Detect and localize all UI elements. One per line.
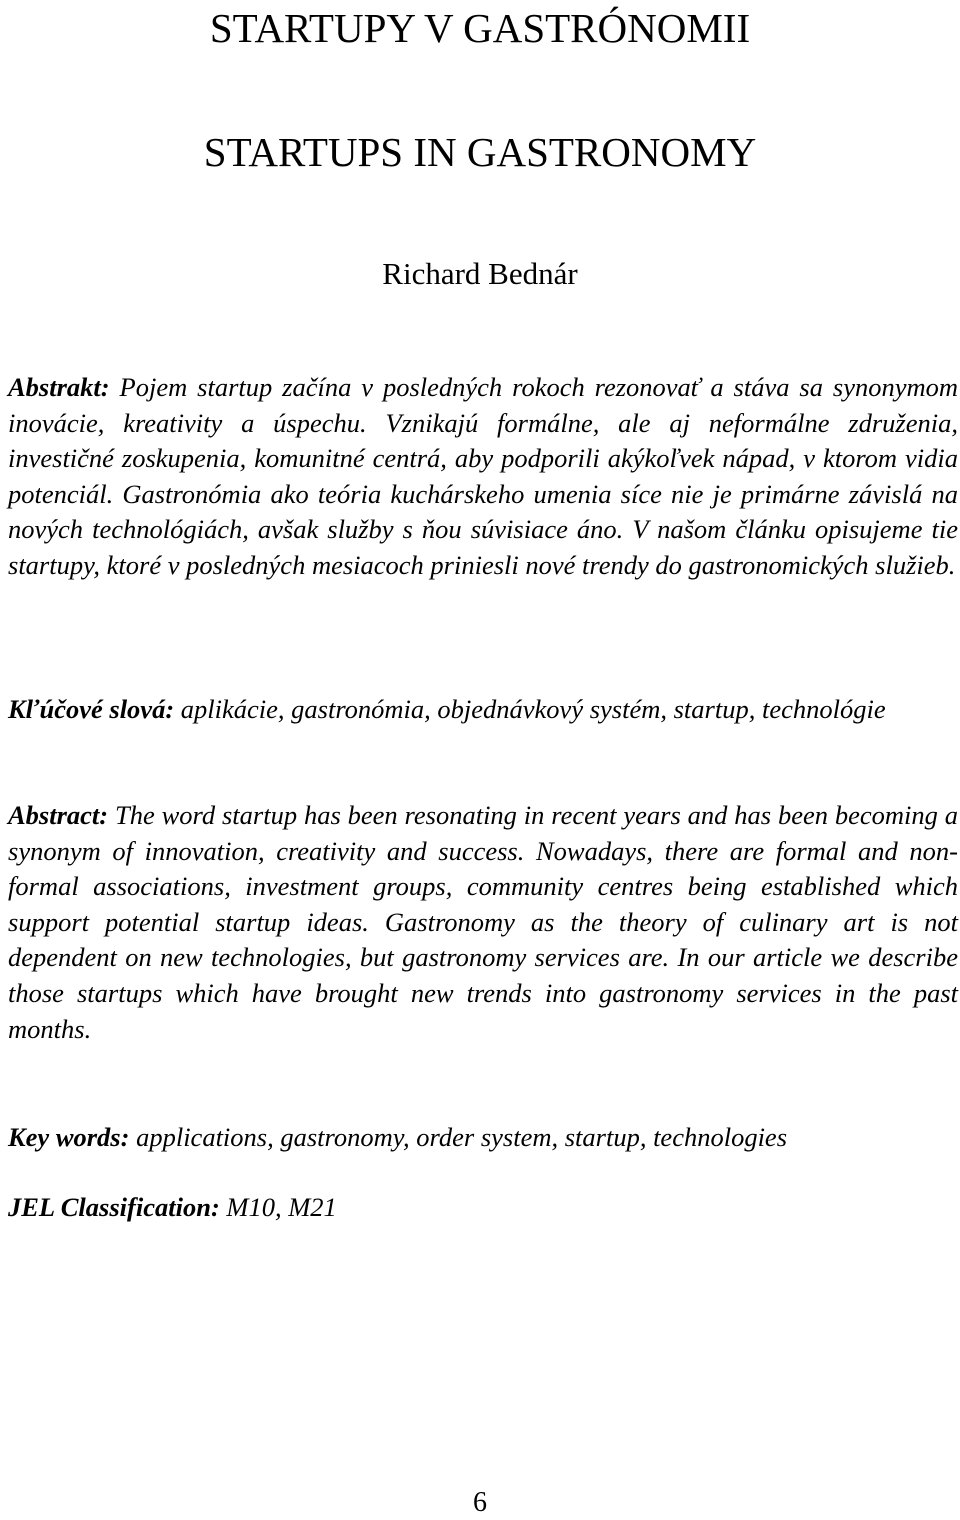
- keywords-english-label: Key words:: [8, 1122, 130, 1152]
- jel-classification: [8, 1190, 958, 1226]
- keywords-slovak-label: Kľúčové slová:: [8, 694, 175, 724]
- abstract-english: [8, 798, 958, 1047]
- keywords-slovak-text: aplikácie, gastronómia, objednávkový systém, startup, technológie: [174, 694, 886, 724]
- abstract-english-label: Abstract:: [8, 800, 109, 830]
- keywords-slovak: [8, 692, 958, 728]
- title-english: STARTUPS IN GASTRONOMY: [203, 129, 757, 175]
- keywords-english-text: applications, gastronomy, order system, startup, technologies: [129, 1122, 788, 1152]
- keywords-english: [8, 1120, 958, 1156]
- abstract-english-text: The word startup has been resonating in recent years and has been becoming a synonym of innovation, creativity and success. Nowadays, there are formal and non-formal associations, investment groups, community centres being established which support potential startup ideas. Gastronomy as the theory of culinary art is not dependent on new technologies, but gastronomy services are. In our article we describe those startups which have brought new trends into gastronomy services in the past months.: [8, 800, 958, 1044]
- jel-classification-label: JEL Classification:: [8, 1192, 220, 1222]
- page-number: 6: [473, 1487, 487, 1518]
- jel-classification-codes: M10, M21: [219, 1192, 337, 1222]
- abstract-slovak: [8, 370, 958, 584]
- author-name: Richard Bednár: [382, 256, 578, 291]
- abstract-slovak-label: Abstrakt:: [8, 372, 110, 402]
- abstract-slovak-text: Pojem startup začína v posledných rokoch rezonovať a stáva sa synonymom inovácie, kreativity a úspechu. Vznikajú formálne, ale aj neformálne združenia, investičné zoskupenia, komunitné centrá, aby podporili akýkoľvek nápad, v ktorom vidia potenciál. Gastronómia ako teória kuchárskeho umenia síce nie je primárne závislá na nových technológiách, avšak služby s ňou súvisiace áno. V našom článku opisujeme tie startupy, ktoré v posledných mesiacoch priniesli nové trendy do gastronomických služieb.: [8, 372, 958, 580]
- title-slovak: STARTUPY V GASTRÓNOMII: [209, 5, 751, 51]
